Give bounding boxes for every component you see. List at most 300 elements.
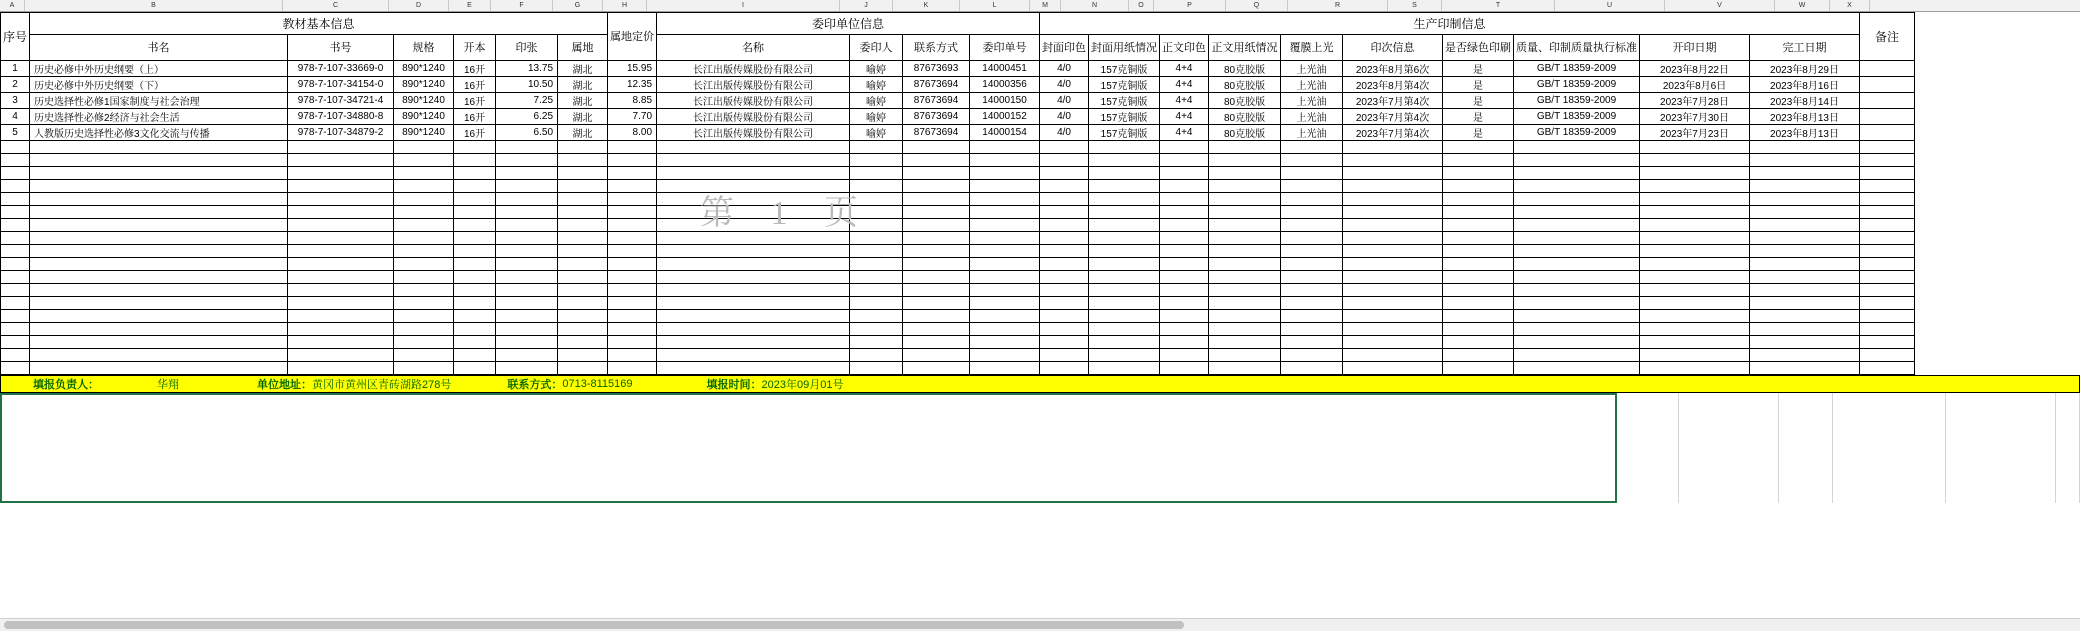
empty-cell[interactable] <box>1443 258 1514 271</box>
empty-cell[interactable] <box>1443 167 1514 180</box>
cell-remark[interactable] <box>1860 109 1915 125</box>
empty-cell[interactable] <box>1443 232 1514 245</box>
empty-cell[interactable] <box>288 232 394 245</box>
empty-cell[interactable] <box>1089 206 1160 219</box>
empty-cell[interactable] <box>558 154 608 167</box>
empty-cell[interactable] <box>657 362 850 375</box>
empty-cell[interactable] <box>496 219 558 232</box>
empty-cell[interactable] <box>1209 323 1281 336</box>
empty-cell[interactable] <box>1750 245 1860 258</box>
empty-cell[interactable] <box>1343 154 1443 167</box>
empty-cell[interactable] <box>394 141 454 154</box>
empty-cell[interactable] <box>1860 336 1915 349</box>
column-header-v[interactable]: V <box>1665 0 1775 11</box>
empty-row[interactable] <box>1 167 1915 180</box>
cell-text-color[interactable]: 4+4 <box>1160 125 1209 141</box>
empty-cell[interactable] <box>558 232 608 245</box>
empty-cell[interactable] <box>608 232 657 245</box>
empty-cell[interactable] <box>970 323 1040 336</box>
cell-format[interactable]: 16开 <box>454 125 496 141</box>
empty-cell[interactable] <box>1750 297 1860 310</box>
cell-spec[interactable]: 890*1240 <box>394 77 454 93</box>
empty-cell[interactable] <box>1860 271 1915 284</box>
cell-name[interactable]: 长江出版传媒股份有限公司 <box>657 93 850 109</box>
empty-cell[interactable] <box>1640 141 1750 154</box>
empty-cell[interactable] <box>1 193 30 206</box>
empty-row[interactable] <box>1 154 1915 167</box>
empty-cell[interactable] <box>496 232 558 245</box>
empty-cell[interactable] <box>1640 193 1750 206</box>
empty-cell[interactable] <box>1640 154 1750 167</box>
empty-cell[interactable] <box>970 232 1040 245</box>
empty-cell[interactable] <box>1089 297 1160 310</box>
cell-contact[interactable]: 87673694 <box>903 93 970 109</box>
cell-print-batch[interactable]: 2023年7月第4次 <box>1343 125 1443 141</box>
empty-cell[interactable] <box>30 271 288 284</box>
empty-cell[interactable] <box>1160 323 1209 336</box>
empty-cell[interactable] <box>454 362 496 375</box>
empty-cell[interactable] <box>30 297 288 310</box>
empty-cell[interactable] <box>454 349 496 362</box>
table-row[interactable] <box>1 61 1915 77</box>
empty-cell[interactable] <box>608 323 657 336</box>
empty-cell[interactable] <box>1281 310 1343 323</box>
empty-cell[interactable] <box>608 206 657 219</box>
empty-cell[interactable] <box>558 245 608 258</box>
empty-cell[interactable] <box>288 206 394 219</box>
empty-cell[interactable] <box>496 349 558 362</box>
cell-print-batch[interactable]: 2023年7月第4次 <box>1343 109 1443 125</box>
empty-cell[interactable] <box>558 323 608 336</box>
empty-cell[interactable] <box>608 193 657 206</box>
empty-cell[interactable] <box>608 362 657 375</box>
empty-cell[interactable] <box>496 271 558 284</box>
empty-cell[interactable] <box>850 245 903 258</box>
empty-cell[interactable] <box>1281 271 1343 284</box>
empty-cell[interactable] <box>903 193 970 206</box>
cell-locale[interactable]: 湖北 <box>558 109 608 125</box>
cell-book-no[interactable]: 978-7-107-33669-0 <box>288 61 394 77</box>
empty-cell[interactable] <box>1209 310 1281 323</box>
empty-cell[interactable] <box>558 167 608 180</box>
empty-cell[interactable] <box>657 219 850 232</box>
empty-cell[interactable] <box>970 336 1040 349</box>
empty-cell[interactable] <box>903 310 970 323</box>
column-header-r[interactable]: R <box>1288 0 1388 11</box>
empty-cell[interactable] <box>1 180 30 193</box>
empty-cell[interactable] <box>1040 232 1089 245</box>
empty-cell[interactable] <box>1209 219 1281 232</box>
empty-row[interactable] <box>1 362 1915 375</box>
empty-cell[interactable] <box>1040 271 1089 284</box>
empty-cell[interactable] <box>30 284 288 297</box>
empty-cell[interactable] <box>903 362 970 375</box>
empty-cell[interactable] <box>1209 154 1281 167</box>
empty-cell[interactable] <box>30 245 288 258</box>
cell-name[interactable]: 长江出版传媒股份有限公司 <box>657 125 850 141</box>
empty-cell[interactable] <box>558 284 608 297</box>
horizontal-scrollbar[interactable] <box>0 618 2080 631</box>
empty-cell[interactable] <box>394 362 454 375</box>
empty-cell[interactable] <box>657 180 850 193</box>
empty-cell[interactable] <box>1514 245 1640 258</box>
empty-cell[interactable] <box>903 232 970 245</box>
empty-cell[interactable] <box>1 141 30 154</box>
empty-cell[interactable] <box>1343 323 1443 336</box>
column-header-s[interactable]: S <box>1388 0 1442 11</box>
empty-cell[interactable] <box>30 167 288 180</box>
cell-quality-standard[interactable]: GB/T 18359-2009 <box>1514 61 1640 77</box>
cell-start-date[interactable]: 2023年7月30日 <box>1640 109 1750 125</box>
empty-cell[interactable] <box>1750 349 1860 362</box>
cell-lamination[interactable]: 上光油 <box>1281 125 1343 141</box>
empty-cell[interactable] <box>1160 310 1209 323</box>
cell-sheets[interactable]: 13.75 <box>496 61 558 77</box>
empty-cell[interactable] <box>1860 206 1915 219</box>
empty-cell[interactable] <box>1514 284 1640 297</box>
empty-cell[interactable] <box>1 232 30 245</box>
empty-cell[interactable] <box>30 310 288 323</box>
empty-cell[interactable] <box>850 193 903 206</box>
empty-cell[interactable] <box>1343 206 1443 219</box>
empty-cell[interactable] <box>1860 180 1915 193</box>
empty-cell[interactable] <box>1089 167 1160 180</box>
empty-cell[interactable] <box>903 284 970 297</box>
cell-locale[interactable]: 湖北 <box>558 61 608 77</box>
cell-spec[interactable]: 890*1240 <box>394 61 454 77</box>
empty-cell[interactable] <box>1443 297 1514 310</box>
empty-cell[interactable] <box>1640 219 1750 232</box>
empty-cell[interactable] <box>1040 284 1089 297</box>
empty-cell[interactable] <box>288 180 394 193</box>
empty-cell[interactable] <box>394 180 454 193</box>
column-header-j[interactable]: J <box>840 0 893 11</box>
empty-cell[interactable] <box>496 258 558 271</box>
empty-cell[interactable] <box>288 167 394 180</box>
empty-cell[interactable] <box>903 141 970 154</box>
cell-seq[interactable]: 5 <box>1 125 30 141</box>
empty-cell[interactable] <box>850 297 903 310</box>
cell-text-color[interactable]: 4+4 <box>1160 109 1209 125</box>
empty-cell[interactable] <box>657 258 850 271</box>
empty-cell[interactable] <box>970 362 1040 375</box>
empty-cell[interactable] <box>30 219 288 232</box>
empty-cell[interactable] <box>970 284 1040 297</box>
selected-empty-cell[interactable] <box>0 393 1617 503</box>
empty-cell[interactable] <box>1089 193 1160 206</box>
empty-row[interactable] <box>1 245 1915 258</box>
cell-green-print[interactable]: 是 <box>1443 77 1514 93</box>
empty-cell[interactable] <box>1040 349 1089 362</box>
empty-cell[interactable] <box>1281 154 1343 167</box>
empty-cell[interactable] <box>1040 180 1089 193</box>
empty-cell[interactable] <box>1089 349 1160 362</box>
cell-order-no[interactable]: 14000152 <box>970 109 1040 125</box>
empty-cell[interactable] <box>1 336 30 349</box>
empty-cell[interactable] <box>1089 232 1160 245</box>
empty-cell[interactable] <box>903 154 970 167</box>
empty-cell[interactable] <box>454 336 496 349</box>
cell-book-name[interactable]: 历史必修中外历史纲要（上） <box>30 61 288 77</box>
empty-cell[interactable] <box>1750 232 1860 245</box>
empty-cell[interactable] <box>1860 232 1915 245</box>
empty-cell[interactable] <box>496 193 558 206</box>
empty-cell[interactable] <box>1 206 30 219</box>
empty-cell[interactable] <box>1209 232 1281 245</box>
empty-cell[interactable] <box>657 167 850 180</box>
cell-finish-date[interactable]: 2023年8月13日 <box>1750 109 1860 125</box>
empty-cell[interactable] <box>1514 258 1640 271</box>
cell-finish-date[interactable]: 2023年8月16日 <box>1750 77 1860 93</box>
empty-cell[interactable] <box>970 141 1040 154</box>
empty-cell[interactable] <box>1514 310 1640 323</box>
empty-cell[interactable] <box>850 258 903 271</box>
column-header-m[interactable]: M <box>1030 0 1061 11</box>
empty-cell[interactable] <box>454 232 496 245</box>
cell-book-no[interactable]: 978-7-107-34721-4 <box>288 93 394 109</box>
cell-contact[interactable]: 87673694 <box>903 109 970 125</box>
empty-cell[interactable] <box>850 362 903 375</box>
empty-cell[interactable] <box>1750 284 1860 297</box>
empty-cell[interactable] <box>1160 232 1209 245</box>
empty-cell[interactable] <box>1 245 30 258</box>
empty-cell[interactable] <box>394 349 454 362</box>
empty-cell[interactable] <box>657 349 850 362</box>
empty-cell[interactable] <box>558 336 608 349</box>
empty-cell[interactable] <box>1040 323 1089 336</box>
cell-print-batch[interactable]: 2023年7月第4次 <box>1343 93 1443 109</box>
empty-cell[interactable] <box>850 141 903 154</box>
cell-format[interactable]: 16开 <box>454 93 496 109</box>
empty-cell[interactable] <box>496 154 558 167</box>
cell-order-no[interactable]: 14000451 <box>970 61 1040 77</box>
empty-cell[interactable] <box>288 258 394 271</box>
empty-cell[interactable] <box>657 310 850 323</box>
empty-cell[interactable] <box>1160 167 1209 180</box>
empty-cell[interactable] <box>608 310 657 323</box>
empty-cell[interactable] <box>1640 271 1750 284</box>
empty-cell[interactable] <box>1343 245 1443 258</box>
blank-column-q[interactable] <box>1679 393 1779 503</box>
empty-cell[interactable] <box>394 206 454 219</box>
empty-cell[interactable] <box>850 284 903 297</box>
cell-finish-date[interactable]: 2023年8月14日 <box>1750 93 1860 109</box>
empty-cell[interactable] <box>1750 271 1860 284</box>
empty-cell[interactable] <box>496 336 558 349</box>
empty-cell[interactable] <box>903 167 970 180</box>
empty-cell[interactable] <box>970 154 1040 167</box>
empty-cell[interactable] <box>394 310 454 323</box>
empty-cell[interactable] <box>1343 271 1443 284</box>
empty-row[interactable] <box>1 193 1915 206</box>
empty-cell[interactable] <box>558 297 608 310</box>
column-header-k[interactable]: K <box>893 0 960 11</box>
empty-cell[interactable] <box>288 297 394 310</box>
empty-cell[interactable] <box>496 180 558 193</box>
empty-cell[interactable] <box>1514 193 1640 206</box>
empty-cell[interactable] <box>394 297 454 310</box>
empty-cell[interactable] <box>1860 297 1915 310</box>
empty-cell[interactable] <box>496 284 558 297</box>
empty-cell[interactable] <box>1281 167 1343 180</box>
empty-cell[interactable] <box>1443 193 1514 206</box>
empty-cell[interactable] <box>394 245 454 258</box>
empty-cell[interactable] <box>1514 180 1640 193</box>
empty-cell[interactable] <box>657 323 850 336</box>
cell-name[interactable]: 长江出版传媒股份有限公司 <box>657 61 850 77</box>
empty-cell[interactable] <box>850 154 903 167</box>
empty-cell[interactable] <box>1443 323 1514 336</box>
empty-cell[interactable] <box>1209 193 1281 206</box>
empty-cell[interactable] <box>1343 310 1443 323</box>
cell-finish-date[interactable]: 2023年8月29日 <box>1750 61 1860 77</box>
empty-cell[interactable] <box>1209 180 1281 193</box>
empty-cell[interactable] <box>657 232 850 245</box>
empty-cell[interactable] <box>1860 141 1915 154</box>
empty-cell[interactable] <box>30 336 288 349</box>
empty-cell[interactable] <box>1640 206 1750 219</box>
cell-format[interactable]: 16开 <box>454 77 496 93</box>
empty-cell[interactable] <box>1443 349 1514 362</box>
empty-cell[interactable] <box>1281 297 1343 310</box>
empty-cell[interactable] <box>1750 310 1860 323</box>
empty-cell[interactable] <box>454 193 496 206</box>
empty-cell[interactable] <box>1160 362 1209 375</box>
empty-cell[interactable] <box>1281 323 1343 336</box>
empty-cell[interactable] <box>608 271 657 284</box>
empty-cell[interactable] <box>454 245 496 258</box>
cell-cover-paper[interactable]: 157克铜版 <box>1089 93 1160 109</box>
column-header-e[interactable]: E <box>449 0 491 11</box>
empty-cell[interactable] <box>1089 362 1160 375</box>
empty-cell[interactable] <box>1514 323 1640 336</box>
empty-cell[interactable] <box>1089 154 1160 167</box>
empty-row[interactable] <box>1 206 1915 219</box>
empty-cell[interactable] <box>850 219 903 232</box>
empty-cell[interactable] <box>1 323 30 336</box>
cell-sheets[interactable]: 6.25 <box>496 109 558 125</box>
empty-cell[interactable] <box>1860 219 1915 232</box>
cell-text-paper[interactable]: 80克胶版 <box>1209 61 1281 77</box>
empty-cell[interactable] <box>1640 180 1750 193</box>
empty-cell[interactable] <box>394 271 454 284</box>
empty-cell[interactable] <box>288 349 394 362</box>
empty-cell[interactable] <box>1089 310 1160 323</box>
cell-agent[interactable]: 喻婷 <box>850 125 903 141</box>
empty-cell[interactable] <box>1209 336 1281 349</box>
empty-cell[interactable] <box>1209 167 1281 180</box>
empty-cell[interactable] <box>1040 258 1089 271</box>
empty-cell[interactable] <box>1089 323 1160 336</box>
cell-text-paper[interactable]: 80克胶版 <box>1209 125 1281 141</box>
empty-cell[interactable] <box>903 297 970 310</box>
empty-cell[interactable] <box>1514 141 1640 154</box>
column-header-h[interactable]: H <box>603 0 647 11</box>
empty-cell[interactable] <box>970 310 1040 323</box>
empty-cell[interactable] <box>1443 180 1514 193</box>
cell-remark[interactable] <box>1860 77 1915 93</box>
empty-cell[interactable] <box>1209 284 1281 297</box>
cell-locale-price[interactable]: 12.35 <box>608 77 657 93</box>
empty-cell[interactable] <box>1 310 30 323</box>
empty-cell[interactable] <box>288 141 394 154</box>
empty-cell[interactable] <box>454 167 496 180</box>
empty-cell[interactable] <box>30 193 288 206</box>
empty-cell[interactable] <box>394 323 454 336</box>
empty-cell[interactable] <box>970 258 1040 271</box>
empty-cell[interactable] <box>1514 219 1640 232</box>
empty-cell[interactable] <box>558 362 608 375</box>
empty-cell[interactable] <box>1750 258 1860 271</box>
empty-cell[interactable] <box>496 245 558 258</box>
empty-cell[interactable] <box>1209 206 1281 219</box>
empty-cell[interactable] <box>288 193 394 206</box>
cell-quality-standard[interactable]: GB/T 18359-2009 <box>1514 109 1640 125</box>
cell-contact[interactable]: 87673693 <box>903 61 970 77</box>
empty-cell[interactable] <box>1750 167 1860 180</box>
empty-cell[interactable] <box>1089 219 1160 232</box>
empty-cell[interactable] <box>1160 245 1209 258</box>
empty-cell[interactable] <box>1750 193 1860 206</box>
empty-cell[interactable] <box>1514 232 1640 245</box>
empty-cell[interactable] <box>1160 297 1209 310</box>
empty-cell[interactable] <box>496 167 558 180</box>
empty-cell[interactable] <box>1640 245 1750 258</box>
cell-book-no[interactable]: 978-7-107-34880-8 <box>288 109 394 125</box>
column-header-n[interactable]: N <box>1061 0 1129 11</box>
empty-cell[interactable] <box>1281 336 1343 349</box>
empty-cell[interactable] <box>454 206 496 219</box>
empty-cell[interactable] <box>1281 258 1343 271</box>
cell-text-paper[interactable]: 80克胶版 <box>1209 77 1281 93</box>
empty-cell[interactable] <box>1 271 30 284</box>
empty-cell[interactable] <box>1040 336 1089 349</box>
cell-seq[interactable]: 2 <box>1 77 30 93</box>
empty-cell[interactable] <box>1443 206 1514 219</box>
empty-cell[interactable] <box>558 258 608 271</box>
empty-cell[interactable] <box>1640 336 1750 349</box>
empty-cell[interactable] <box>1209 245 1281 258</box>
cell-green-print[interactable]: 是 <box>1443 61 1514 77</box>
empty-cell[interactable] <box>608 154 657 167</box>
empty-cell[interactable] <box>496 310 558 323</box>
cell-cover-paper[interactable]: 157克铜版 <box>1089 109 1160 125</box>
table-row[interactable] <box>1 125 1915 141</box>
cell-sheets[interactable]: 7.25 <box>496 93 558 109</box>
empty-cell[interactable] <box>1640 323 1750 336</box>
empty-cell[interactable] <box>496 297 558 310</box>
empty-cell[interactable] <box>1750 323 1860 336</box>
cell-locale[interactable]: 湖北 <box>558 93 608 109</box>
empty-cell[interactable] <box>30 323 288 336</box>
empty-cell[interactable] <box>558 180 608 193</box>
empty-cell[interactable] <box>1640 297 1750 310</box>
cell-quality-standard[interactable]: GB/T 18359-2009 <box>1514 77 1640 93</box>
empty-cell[interactable] <box>608 141 657 154</box>
empty-cell[interactable] <box>1640 349 1750 362</box>
empty-cell[interactable] <box>1443 271 1514 284</box>
empty-cell[interactable] <box>1750 219 1860 232</box>
empty-cell[interactable] <box>1343 193 1443 206</box>
cell-cover-color[interactable]: 4/0 <box>1040 61 1089 77</box>
empty-cell[interactable] <box>1443 310 1514 323</box>
empty-cell[interactable] <box>558 310 608 323</box>
empty-cell[interactable] <box>1514 154 1640 167</box>
cell-cover-color[interactable]: 4/0 <box>1040 125 1089 141</box>
empty-cell[interactable] <box>558 193 608 206</box>
empty-cell[interactable] <box>1860 310 1915 323</box>
empty-cell[interactable] <box>1281 219 1343 232</box>
